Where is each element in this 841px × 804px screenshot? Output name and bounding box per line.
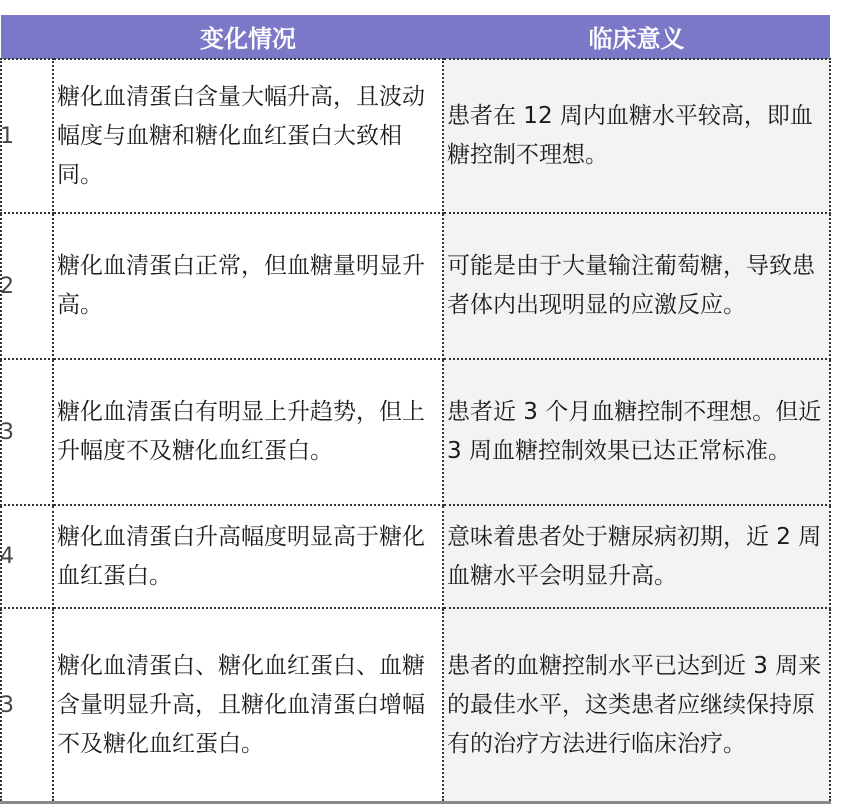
change-cell: 糖化血清蛋白、糖化血红蛋白、血糖含量明显升高，且糖化血清蛋白增幅不及糖化血红蛋白。	[53, 608, 443, 803]
row-number: 3	[1, 359, 53, 505]
clinical-table	[0, 15, 831, 804]
table-row	[1, 359, 830, 505]
header-meaning: 临床意义	[443, 15, 830, 59]
table-row	[1, 213, 830, 359]
change-cell: 糖化血清蛋白升高幅度明显高于糖化血红蛋白。	[53, 505, 443, 608]
table-row	[1, 505, 830, 608]
table-row	[1, 59, 830, 213]
change-cell: 糖化血清蛋白有明显上升趋势，但上升幅度不及糖化血红蛋白。	[53, 359, 443, 505]
change-cell: 糖化血清蛋白正常，但血糖量明显升高。	[53, 213, 443, 359]
header-number-cell	[1, 15, 53, 59]
row-number: 4	[1, 505, 53, 608]
row-number: 2	[1, 213, 53, 359]
change-cell: 糖化血清蛋白含量大幅升高，且波动幅度与血糖和糖化血红蛋白大致相同。	[53, 59, 443, 213]
header-change: 变化情况	[53, 15, 443, 59]
row-number: 3	[1, 608, 53, 803]
meaning-cell: 患者在 12 周内血糖水平较高，即血糖控制不理想。	[443, 59, 830, 213]
meaning-cell: 意味着患者处于糖尿病初期，近 2 周血糖水平会明显升高。	[443, 505, 830, 608]
meaning-cell: 患者的血糖控制水平已达到近 3 周来的最佳水平，这类患者应继续保持原有的治疗方法进行临床治疗。	[443, 608, 830, 803]
table-header-row	[1, 15, 830, 59]
row-number: 1	[1, 59, 53, 213]
meaning-cell: 可能是由于大量输注葡萄糖，导致患者体内出现明显的应激反应。	[443, 213, 830, 359]
table-row	[1, 608, 830, 803]
meaning-cell: 患者近 3 个月血糖控制不理想。但近 3 周血糖控制效果已达正常标准。	[443, 359, 830, 505]
